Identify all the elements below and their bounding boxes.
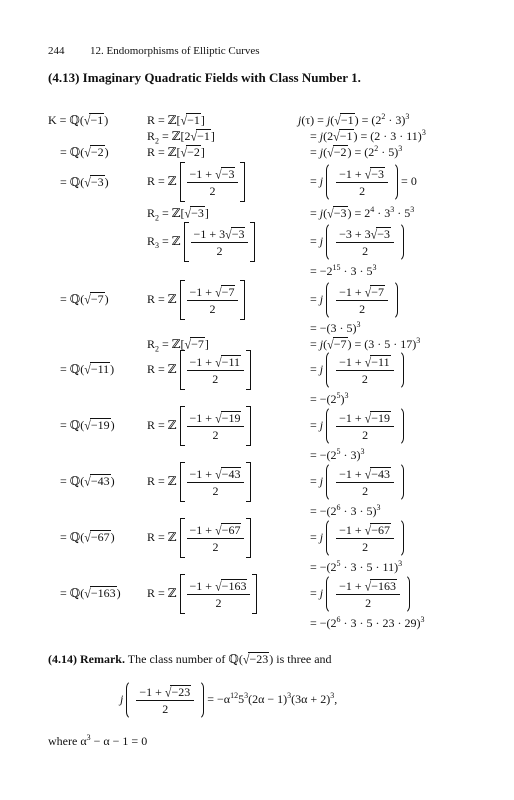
field-q-sqrt-43: = ℚ(√−43) bbox=[60, 473, 115, 489]
ring-q-sqrt-3: R = ℤ $\frac{-1 + √-3}{2}$ bbox=[147, 162, 245, 202]
j-value-q-sqrt-67: = j $\frac{-1 + √-67}{2}$ bbox=[310, 518, 404, 558]
field-q-sqrt-67: = ℚ(√−67) bbox=[60, 529, 115, 545]
ring-q-sqrt-19: R = ℤ $\frac{-1 + √-19}{2}$ bbox=[147, 406, 251, 446]
field-q-sqrt-1: K = ℚ(√−1) bbox=[48, 112, 109, 128]
j-result-q-sqrt-7: = $-(3 \cdot 5)^3$ bbox=[310, 320, 361, 335]
remark-4-14 bbox=[48, 652, 332, 667]
j-value-q-sqrt-11: = j $\frac{-1 + √-11}{2}$ bbox=[310, 350, 404, 390]
j-value-q-sqrt-7: = j $\frac{-1 + √-7}{2}$ bbox=[310, 280, 398, 320]
ring-q-sqrt-7: R = ℤ $\frac{-1 + √-7}{2}$ bbox=[147, 280, 245, 320]
page-number: 244 bbox=[48, 45, 65, 57]
j-result-q-sqrt-43: = $-(2^6 \cdot 3 \cdot 5)^3$ bbox=[310, 503, 381, 518]
j-value-ring2-sqrt-3: = $j(√-3) = 2^4 \cdot 3^3 \cdot 5^3$ bbox=[310, 205, 415, 221]
ring-q-sqrt-1: R = ℤ[√−1] bbox=[147, 112, 205, 128]
ring2-q-sqrt-3: $R_2$ = ℤ[√−3] bbox=[147, 205, 209, 223]
ring-q-sqrt-2: R = ℤ[√−2] bbox=[147, 144, 205, 160]
remark-formula: j $\frac{-1 + √-23}{2}$ = $-\alpha^{12}5^3(2\alpha - 1)^3(3\alpha + 2)^3$, bbox=[120, 680, 337, 720]
j-value-ring3-sqrt-3: = j $\frac{-3 + 3√-3}{2}$ bbox=[310, 222, 404, 262]
ring3-q-sqrt-3: $R_3$ = ℤ $\frac{-1 + 3√-3}{2}$ bbox=[147, 222, 255, 262]
field-q-sqrt-11: = ℚ(√−11) bbox=[60, 361, 115, 377]
j-result-ring3-sqrt-3: = $-2^{15} \cdot 3 \cdot 5^3$ bbox=[310, 263, 377, 278]
remark-label: (4.14) Remark. bbox=[48, 652, 125, 666]
j-value-q-sqrt-1: $j(\tau) = j(√-1) = (2^2 \cdot 3)^3$ bbox=[298, 112, 410, 128]
j-result-q-sqrt-11: = $-(2^5)^3$ bbox=[310, 391, 349, 406]
ring-q-sqrt-11: R = ℤ $\frac{-1 + √-11}{2}$ bbox=[147, 350, 251, 390]
j-result-q-sqrt-163: = $-(2^6 \cdot 3 \cdot 5 \cdot 23 \cdot 29)^3$ bbox=[310, 615, 425, 630]
ring2-q-sqrt-1: $R_2$ = ℤ[2√−1] bbox=[147, 128, 215, 146]
j-value-ring2-sqrt-7: = $j(√-7) = (3 \cdot 5 \cdot 17)^3$ bbox=[310, 336, 421, 352]
j-value-q-sqrt-19: = j $\frac{-1 + √-19}{2}$ bbox=[310, 406, 404, 446]
field-q-sqrt-3: = ℚ(√−3) bbox=[60, 174, 109, 190]
j-value-q-sqrt-43: = j $\frac{-1 + √-43}{2}$ bbox=[310, 462, 404, 502]
section-title: (4.13) Imaginary Quadratic Fields with Class Number 1. bbox=[48, 70, 361, 85]
j-value-q-sqrt-3: = j $\frac{-1 + √-3}{2}$ = 0 bbox=[310, 162, 417, 202]
j-value-ring2-sqrt-1: = $j(2√-1) = (2 \cdot 3 \cdot 11)^3$ bbox=[310, 128, 426, 144]
j-value-q-sqrt-163: = j $\frac{-1 + √-163}{2}$ bbox=[310, 574, 410, 614]
field-q-sqrt-2: = ℚ(√−2) bbox=[60, 144, 109, 160]
j-value-q-sqrt-2: = $j(√-2) = (2^2 \cdot 5)^3$ bbox=[310, 144, 403, 160]
field-q-sqrt-163: = ℚ(√−163) bbox=[60, 585, 121, 601]
field-q-sqrt-7: = ℚ(√−7) bbox=[60, 291, 109, 307]
ring2-q-sqrt-7: $R_2$ = ℤ[√−7] bbox=[147, 336, 209, 354]
j-result-q-sqrt-67: = $-(2^5 \cdot 3 \cdot 5 \cdot 11)^3$ bbox=[310, 559, 403, 574]
ring-q-sqrt-67: R = ℤ $\frac{-1 + √-67}{2}$ bbox=[147, 518, 251, 558]
ring-q-sqrt-163: R = ℤ $\frac{-1 + √-163}{2}$ bbox=[147, 574, 257, 614]
remark-text: The class number of ℚ(√−23) is three and bbox=[127, 651, 332, 667]
ring-q-sqrt-43: R = ℤ $\frac{-1 + √-43}{2}$ bbox=[147, 462, 251, 502]
running-header: 12. Endomorphisms of Elliptic Curves bbox=[90, 45, 260, 57]
remark-where: where $\alpha^3 - \alpha - 1 = 0$ bbox=[48, 733, 148, 748]
j-result-q-sqrt-19: = $-(2^5 \cdot 3)^3$ bbox=[310, 447, 365, 462]
field-q-sqrt-19: = ℚ(√−19) bbox=[60, 417, 115, 433]
